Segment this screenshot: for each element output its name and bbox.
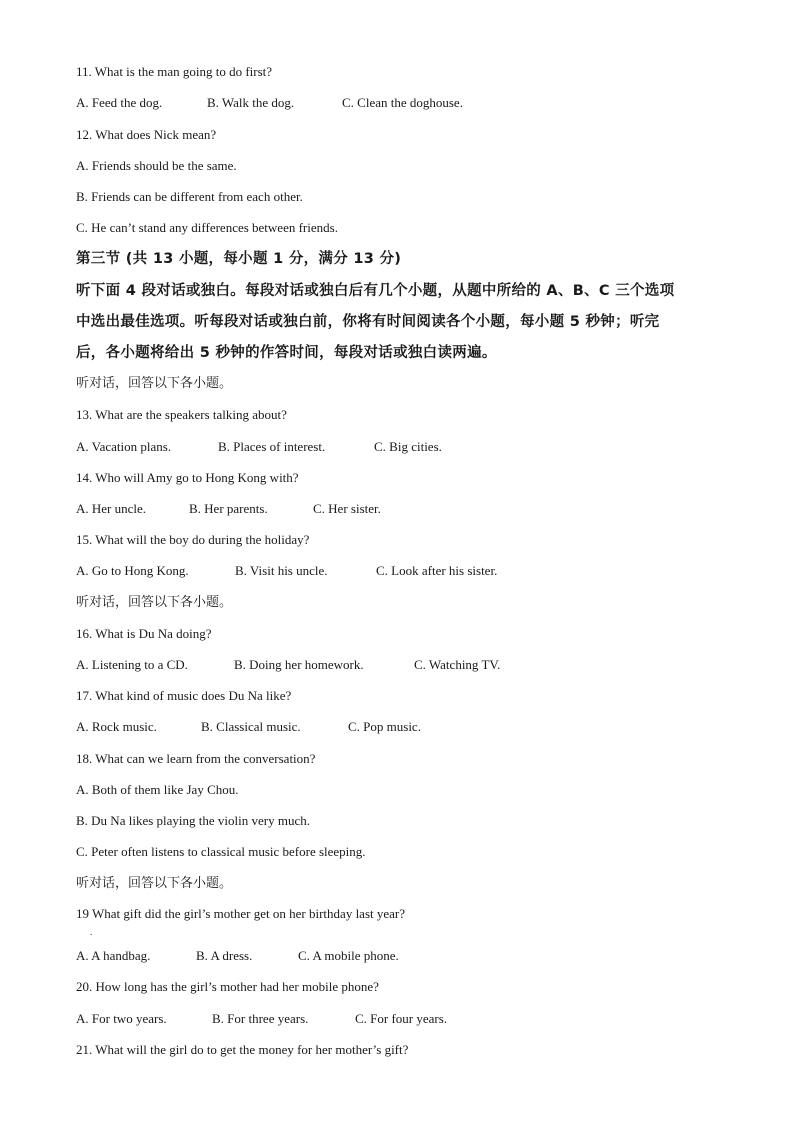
q14-option-c: C. Her sister.	[313, 501, 381, 516]
q14-option-b: B. Her parents.	[189, 501, 268, 516]
q16-option-b: B. Doing her homework.	[234, 657, 364, 672]
question-21: 21. What will the girl do to get the money for her mother’s gift?	[76, 1042, 409, 1057]
dialog-intro-2: 听对话，回答以下各小题。	[76, 595, 233, 610]
stray-dot: .	[90, 927, 93, 937]
q12-option-b: B. Friends can be different from each other.	[76, 189, 303, 204]
q17-option-b: B. Classical music.	[201, 719, 301, 734]
q19-option-b: B. A dress.	[196, 948, 253, 963]
q18-option-b: B. Du Na likes playing the violin very much.	[76, 813, 310, 828]
question-14: 14. Who will Amy go to Hong Kong with?	[76, 470, 299, 485]
q15-option-a: A. Go to Hong Kong.	[76, 563, 189, 578]
q17-option-c: C. Pop music.	[348, 719, 421, 734]
q12-option-a: A. Friends should be the same.	[76, 158, 237, 173]
q13-option-a: A. Vacation plans.	[76, 439, 172, 454]
q11-option-c: C. Clean the doghouse.	[342, 95, 463, 110]
section-title: 第三节 (共 13 小题，每小题 1 分，满分 13 分)	[76, 251, 402, 267]
q15-option-c: C. Look after his sister.	[376, 563, 498, 578]
q17-option-a: A. Rock music.	[76, 719, 157, 734]
q14-option-a: A. Her uncle.	[76, 501, 147, 516]
question-18: 18. What can we learn from the conversation?	[76, 751, 316, 766]
question-13: 13. What are the speakers talking about?	[76, 407, 287, 422]
q19-option-a: A. A handbag.	[76, 948, 151, 963]
question-20: 20. How long has the girl’s mother had her mobile phone?	[76, 979, 379, 994]
q12-option-c: C. He can’t stand any differences between friends.	[76, 220, 338, 235]
q19-option-c: C. A mobile phone.	[298, 948, 399, 963]
q20-option-c: C. For four years.	[355, 1011, 448, 1026]
question-19: 19 What gift did the girl’s mother get on her birthday last year?	[76, 906, 406, 921]
dialog-intro-3: 听对话，回答以下各小题。	[76, 876, 233, 891]
q11-option-a: A. Feed the dog.	[76, 95, 163, 110]
question-17: 17. What kind of music does Du Na like?	[76, 688, 292, 703]
q18-option-c: C. Peter often listens to classical music before sleeping.	[76, 844, 366, 859]
dialog-intro-1: 听对话，回答以下各小题。	[76, 376, 233, 391]
q16-option-a: A. Listening to a CD.	[76, 657, 188, 672]
q13-option-c: C. Big cities.	[374, 439, 442, 454]
section-instruction-line-1: 听下面 4 段对话或独白。每段对话或独白后有几个小题，从题中所给的 A、B、C 三个选项	[76, 283, 675, 299]
q11-option-b: B. Walk the dog.	[207, 95, 295, 110]
q13-option-b: B. Places of interest.	[218, 439, 326, 454]
q15-option-b: B. Visit his uncle.	[235, 563, 328, 578]
question-16: 16. What is Du Na doing?	[76, 626, 212, 641]
question-12: 12. What does Nick mean?	[76, 127, 217, 142]
q18-option-a: A. Both of them like Jay Chou.	[76, 782, 239, 797]
section-instruction-line-3: 后，各小题将给出 5 秒钟的作答时间，每段对话或独白读两遍。	[76, 345, 497, 361]
q20-option-b: B. For three years.	[212, 1011, 309, 1026]
question-15: 15. What will the boy do during the holiday?	[76, 532, 310, 547]
section-instruction-line-2: 中选出最佳选项。听每段对话或独白前，你将有时间阅读各个小题，每小题 5 秒钟；听完	[76, 314, 660, 330]
q16-option-c: C. Watching TV.	[414, 657, 501, 672]
question-11: 11. What is the man going to do first?	[76, 64, 273, 79]
q20-option-a: A. For two years.	[76, 1011, 167, 1026]
